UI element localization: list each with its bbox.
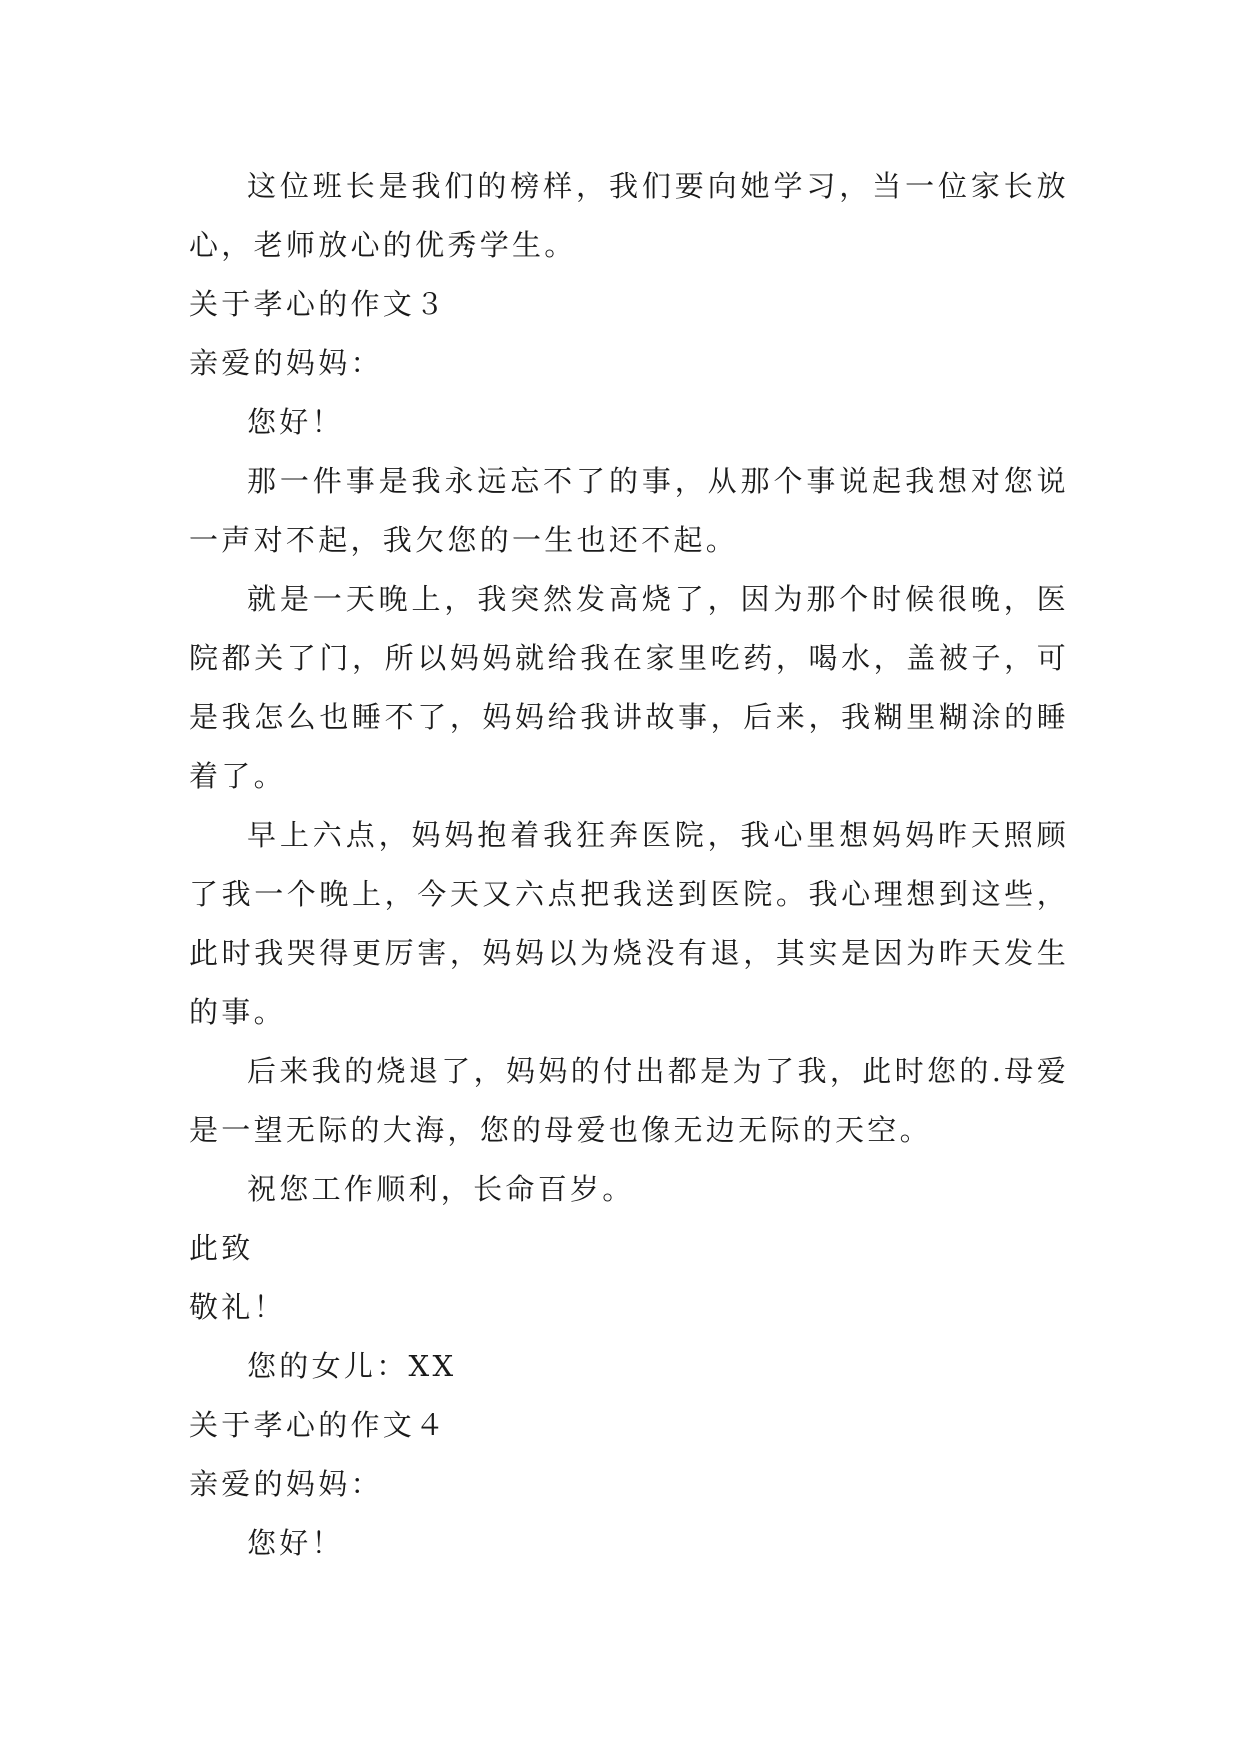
essay-title-4: 关于孝心的作文４	[189, 1408, 448, 1442]
letter-signature: 您的女儿：XX	[247, 1349, 457, 1383]
document-body	[189, 157, 1069, 1573]
paragraph-hospital-morning: 早上六点，妈妈抱着我狂奔医院，我心里想妈妈昨天照顾了我一个晚上，今天又六点把我送到医院。我心理想到这些，此时我哭得更厉害，妈妈以为烧没有退，其实是因为昨天发生的事。	[189, 818, 1069, 1029]
letter-wishes: 祝您工作顺利，长命百岁。	[247, 1172, 635, 1206]
letter-closing-1: 此致	[189, 1231, 254, 1265]
letter-greeting: 您好！	[247, 405, 344, 439]
paragraph-class-monitor-role-model: 这位班长是我们的榜样，我们要向她学习，当一位家长放心，老师放心的优秀学生。	[189, 169, 1069, 262]
letter-salutation-2: 亲爱的妈妈：	[189, 1467, 383, 1501]
letter-closing-2: 敬礼！	[189, 1290, 286, 1324]
letter-salutation: 亲爱的妈妈：	[189, 346, 383, 380]
essay-title-3: 关于孝心的作文３	[189, 287, 448, 321]
letter-greeting-2: 您好！	[247, 1526, 344, 1560]
paragraph-unforgettable-event: 那一件事是我永远忘不了的事，从那个事说起我想对您说一声对不起，我欠您的一生也还不起。	[189, 464, 1069, 557]
paragraph-mothers-love: 后来我的烧退了，妈妈的付出都是为了我，此时您的.母爱是一望无际的大海，您的母爱也像无边无际的天空。	[189, 1054, 1069, 1147]
paragraph-high-fever-night: 就是一天晚上，我突然发高烧了，因为那个时候很晚，医院都关了门，所以妈妈就给我在家里吃药，喝水，盖被子，可是我怎么也睡不了，妈妈给我讲故事，后来，我糊里糊涂的睡着了。	[189, 582, 1069, 793]
